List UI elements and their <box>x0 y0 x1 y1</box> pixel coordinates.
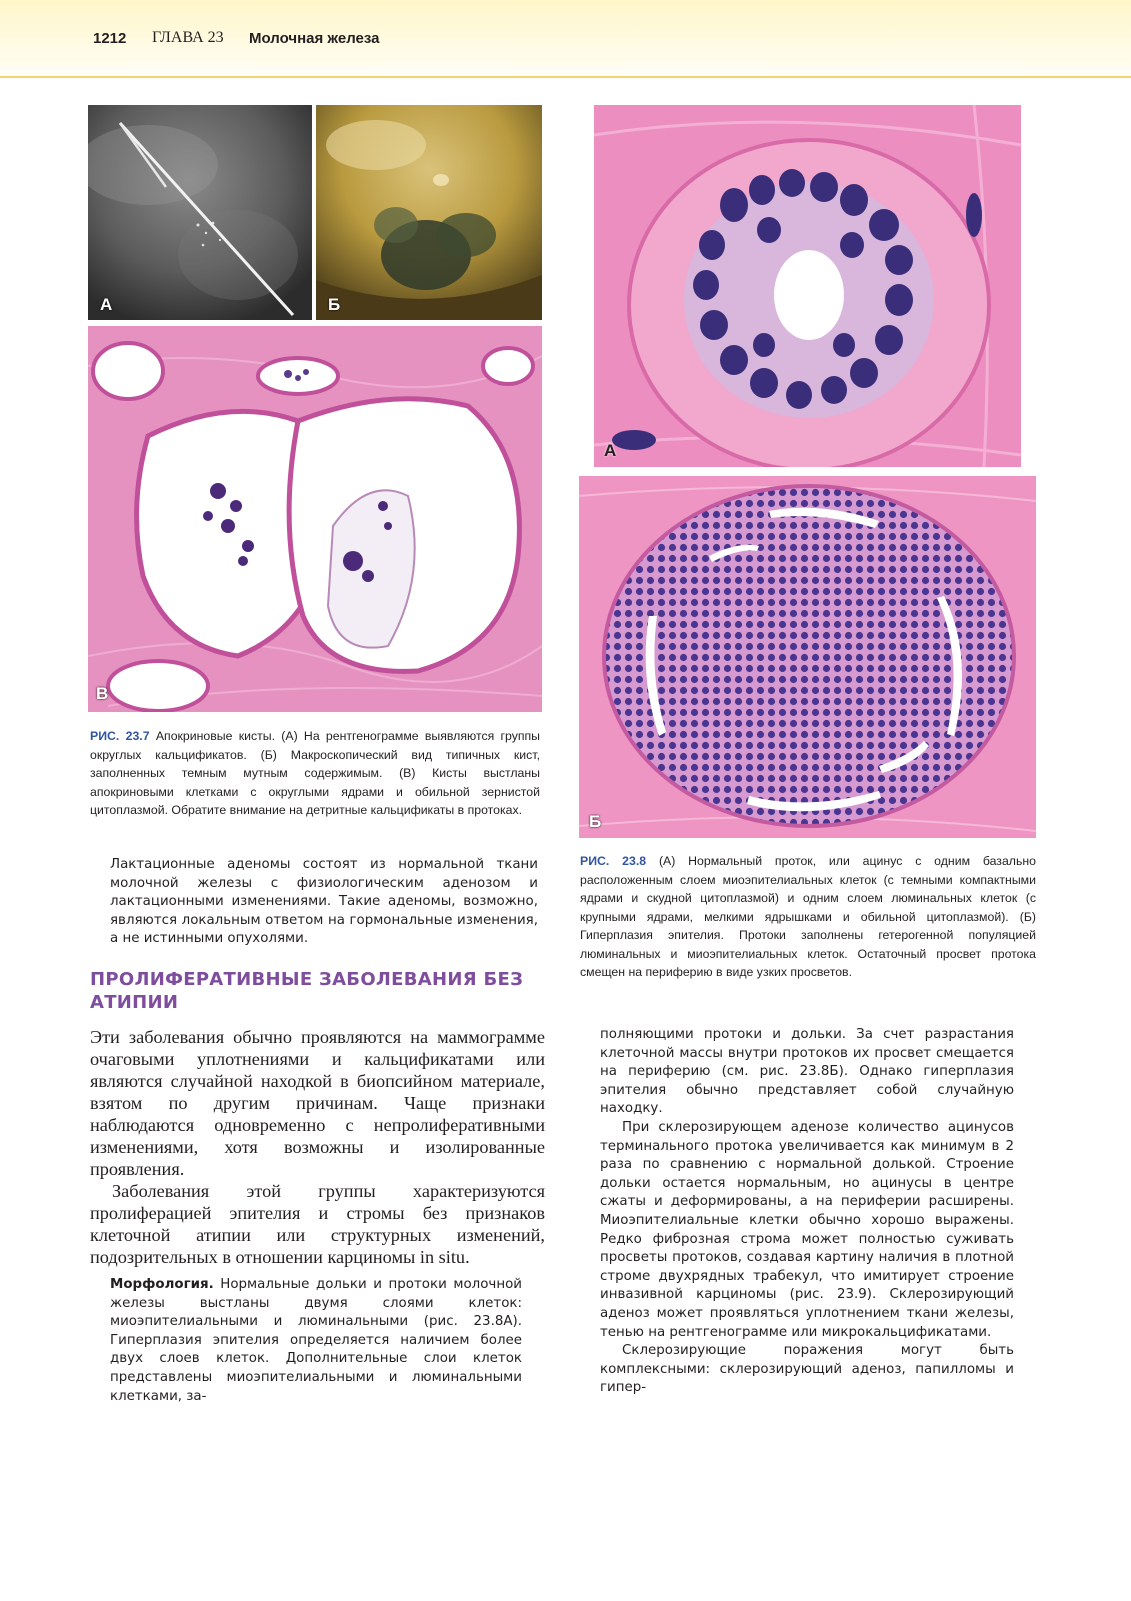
caption-text: Апокриновые кисты. (А) На рентгенограмме выявляются группы округлых кальцификатов. (Б) Макроскопический вид типичных кист, заполненных темным мутным содержимым. (В) Кисты выстланы апокриновыми клетками с округлыми ядрами и обильной зернистой цитоплазмой. Обратите внимание на детритные кальцификаты в протоках. <box>90 729 541 817</box>
panel-label-a: А <box>100 295 113 314</box>
figure-23-7-panel-v <box>88 326 542 712</box>
caption-text: (А) Нормальный проток, или ацинус с одним базально расположенным слоем миоэпителиальных клеток (с темными компактными ядрами и скудной цитоплазмой) и одним слоем люминальных клеток (с крупными ядрами, мелкими ядрышками и обильной цитоплазмой). (Б) Гиперплазия эпителия. Протоки заполнены гетерогенной популяцией люминальных и миоэпителиальных клеток. Остаточный просвет протока смещен на периферию в виде узких просветов. <box>580 854 1036 979</box>
panel-label-a: А <box>604 441 617 460</box>
caption-number: РИС. 23.7 <box>90 729 150 743</box>
figure-23-7-caption <box>90 727 540 820</box>
caption-number: РИС. 23.8 <box>580 854 647 868</box>
right-paragraph-1: полняющими протоки и дольки. За счет разрастания клеточной массы внутри протоков их просвет смещается на периферию (см. рис. 23.8Б). Однако гиперплазия эпителия обычно представляет собой случайную находку. <box>600 1027 1014 1117</box>
intro-text <box>90 1026 545 1268</box>
panel-label-b: Б <box>328 295 341 314</box>
morphology-text: Нормальные дольки и протоки молочной железы выстланы двумя слоями клеток: миоэпителиальными и люминальными (рис. 23.8А). Гиперплазия эпителия определяется наличием более двух слоев клеток. Дополнительные слои клеток представлены миоэпителиальными и люминальными клетками, за- <box>110 1277 522 1404</box>
intro-paragraph-1: Эти заболевания обычно проявляются на маммограмме очаговыми уплотнениями и кальцификатами или являются случайной находкой в биопсийном материале, взятом по другим причинам. Чаще признаки наблюдаются одновременно с непролиферативными изменениями, хотя возможны и изолированные проявления. <box>90 1027 545 1179</box>
section-heading: ПРОЛИФЕРАТИВНЫЕ ЗАБОЛЕВАНИЯ БЕЗ АТИПИИ <box>90 969 524 1013</box>
right-paragraph-2: При склерозирующем аденозе количество ацинусов терминального протока увеличивается как минимум в 2 раза по сравнению с нормальной долькой. Строение дольки остается нормальным, но ацинусы в центре сжаты и деформированы, а на периферии расширены. Миоэпителиальные клетки обычно хорошо выражены. Редко фиброзная строма может полностью суживать просветы протоков, создавая картину наличия в плотной строме двухрядных трабекул, что имитирует строение инвазивной карциномы (рис. 23.9). Склерозирующий аденоз может проявляться уплотнением ткани железы, тенью на рентгенограмме или микрокальцификатами. <box>600 1119 1014 1340</box>
right-column-text <box>600 1026 1014 1398</box>
page-number: 1212 <box>93 30 127 47</box>
figure-23-7-panel-a <box>88 105 312 320</box>
morphology-block <box>110 1276 522 1406</box>
intro-paragraph-2: Заболевания этой группы характеризуются пролиферацией эпителия и стромы без признаков клеточной атипии или структурных изменений, подозрительных в отношении карциномы in situ. <box>90 1181 545 1267</box>
right-paragraph-3: Склерозирующие поражения могут быть комплексными: склерозирующий аденоз, папилломы и гипер- <box>600 1343 1014 1396</box>
figure-23-8-panel-b <box>579 476 1036 838</box>
figure-23-7-panel-b <box>316 105 542 320</box>
lactation-paragraph: Лактационные аденомы состоят из нормальной ткани молочной железы с физиологическим аденозом и лактационными изменениями. Такие аденомы, возможно, являются локальным ответом на гормональные изменения, а не истинными опухолями. <box>110 857 538 947</box>
running-header <box>0 0 1131 78</box>
chapter-title: Молочная железа <box>249 30 380 47</box>
panel-label-b: Б <box>589 812 602 831</box>
chapter-label: ГЛАВА 23 <box>152 29 224 46</box>
figure-23-8-panel-a <box>594 105 1021 467</box>
panel-label-v: В <box>96 684 109 703</box>
header-rule <box>0 76 1131 78</box>
figure-23-8-caption <box>580 852 1036 982</box>
morphology-label: Морфология. <box>110 1277 214 1292</box>
